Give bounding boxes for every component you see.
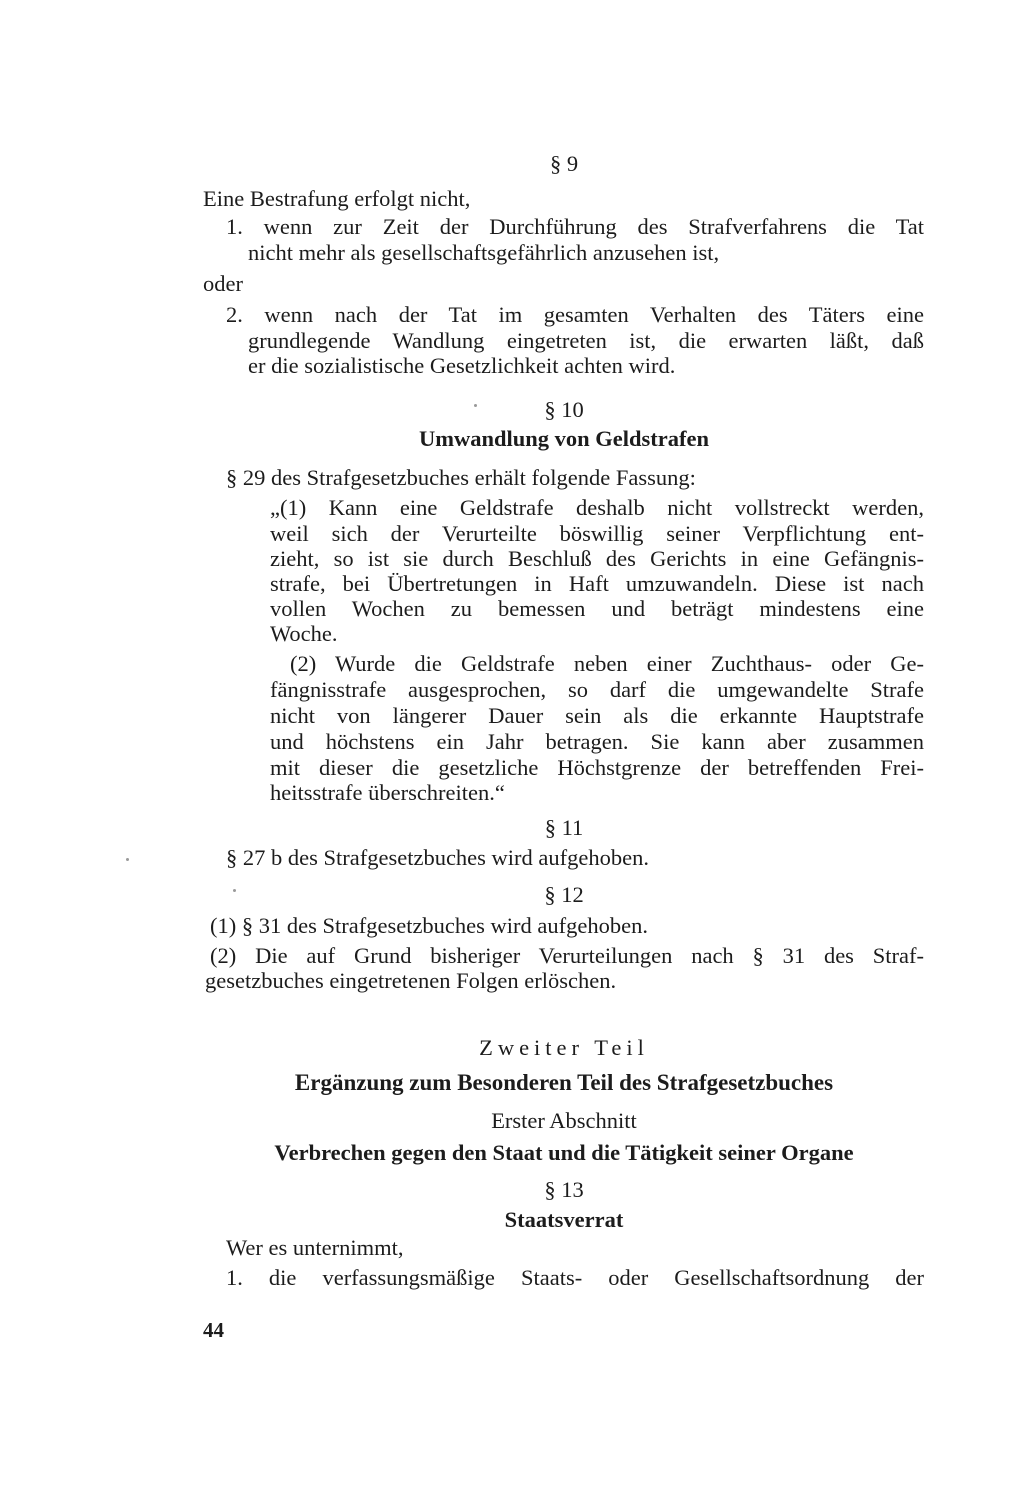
section-title: Verbrechen gegen den Staat und die Tätigkeit seiner Organe [274,1140,854,1165]
part-name: Zweiter Teil [479,1035,649,1060]
s10-p1-line: Woche. [270,621,338,646]
part-title: Ergänzung zum Besonderen Teil des Strafgesetzbuches [294,1070,834,1095]
s9-item2-line1: 2. wenn nach der Tat im gesamten Verhalten des Täters eine [226,302,924,327]
s11-text: § 27 b des Strafgesetzbuches wird aufgehoben. [226,845,649,870]
section-heading-12: § 12 [544,882,584,907]
s9-item1-line2: nicht mehr als gesellschaftsgefährlich anzusehen ist, [248,240,720,265]
s9-item2-line2: grundlegende Wandlung eingetreten ist, die erwarten läßt, daß [248,328,924,353]
page-number: 44 [203,1318,224,1342]
s10-p2-line: nicht von längerer Dauer sein als die erkannte Hauptstrafe [270,703,924,728]
section-title-10: Umwandlung von Geldstrafen [418,426,710,451]
s10-p2-line: heitsstrafe überschreiten.“ [270,780,505,805]
scan-speck [233,889,236,892]
scan-speck [126,858,129,861]
section-heading-10: § 10 [544,397,584,422]
section-heading-13: § 13 [544,1177,584,1202]
s10-p1-line: strafe, bei Übertretungen in Haft umzuwandeln. Diese ist nach [270,571,924,596]
s13-intro: Wer es unternimmt, [226,1235,404,1260]
s10-p2-line: mit dieser die gesetzliche Höchstgrenze der betreffenden Frei- [270,755,924,780]
section-heading-9: § 9 [549,151,579,176]
s13-item1-line1: 1. die verfassungsmäßige Staats- oder Gesellschaftsordnung der [226,1265,924,1290]
s9-intro: Eine Bestrafung erfolgt nicht, [203,186,471,211]
s12-p1: (1) § 31 des Strafgesetzbuches wird aufgehoben. [210,913,648,938]
s10-p2-line: (2) Wurde die Geldstrafe neben einer Zuchthaus- oder Ge- [290,651,924,676]
s10-p1-line: vollen Wochen zu bemessen und beträgt mindestens eine [270,596,924,621]
scan-speck [474,404,477,407]
section-name: Erster Abschnitt [491,1108,637,1133]
section-heading-11: § 11 [544,815,584,840]
s10-p1-line: zieht, so ist sie durch Beschluß des Gerichts in eine Gefängnis- [270,546,924,571]
s9-oder: oder [203,271,243,296]
s10-intro: § 29 des Strafgesetzbuches erhält folgende Fassung: [226,465,696,490]
s10-p2-line: fängnisstrafe ausgesprochen, so darf die umgewandelte Strafe [270,677,924,702]
s9-item1-line1: 1. wenn zur Zeit der Durchführung des Strafverfahrens die Tat [226,214,924,239]
s10-p2-line: und höchstens ein Jahr betragen. Sie kann aber zusammen [270,729,924,754]
s10-p1-line: „(1) Kann eine Geldstrafe deshalb nicht vollstreckt werden, [270,495,924,520]
section-title-13: Staatsverrat [504,1207,624,1232]
s12-p2-line2: gesetzbuches eingetretenen Folgen erlöschen. [205,968,617,993]
s12-p2-line1: (2) Die auf Grund bisheriger Verurteilungen nach § 31 des Straf- [210,943,924,968]
s9-item2-line3: er die sozialistische Gesetzlichkeit achten wird. [248,353,676,378]
s10-p1-line: weil sich der Verurteilte böswillig seiner Verpflichtung ent- [270,521,924,546]
